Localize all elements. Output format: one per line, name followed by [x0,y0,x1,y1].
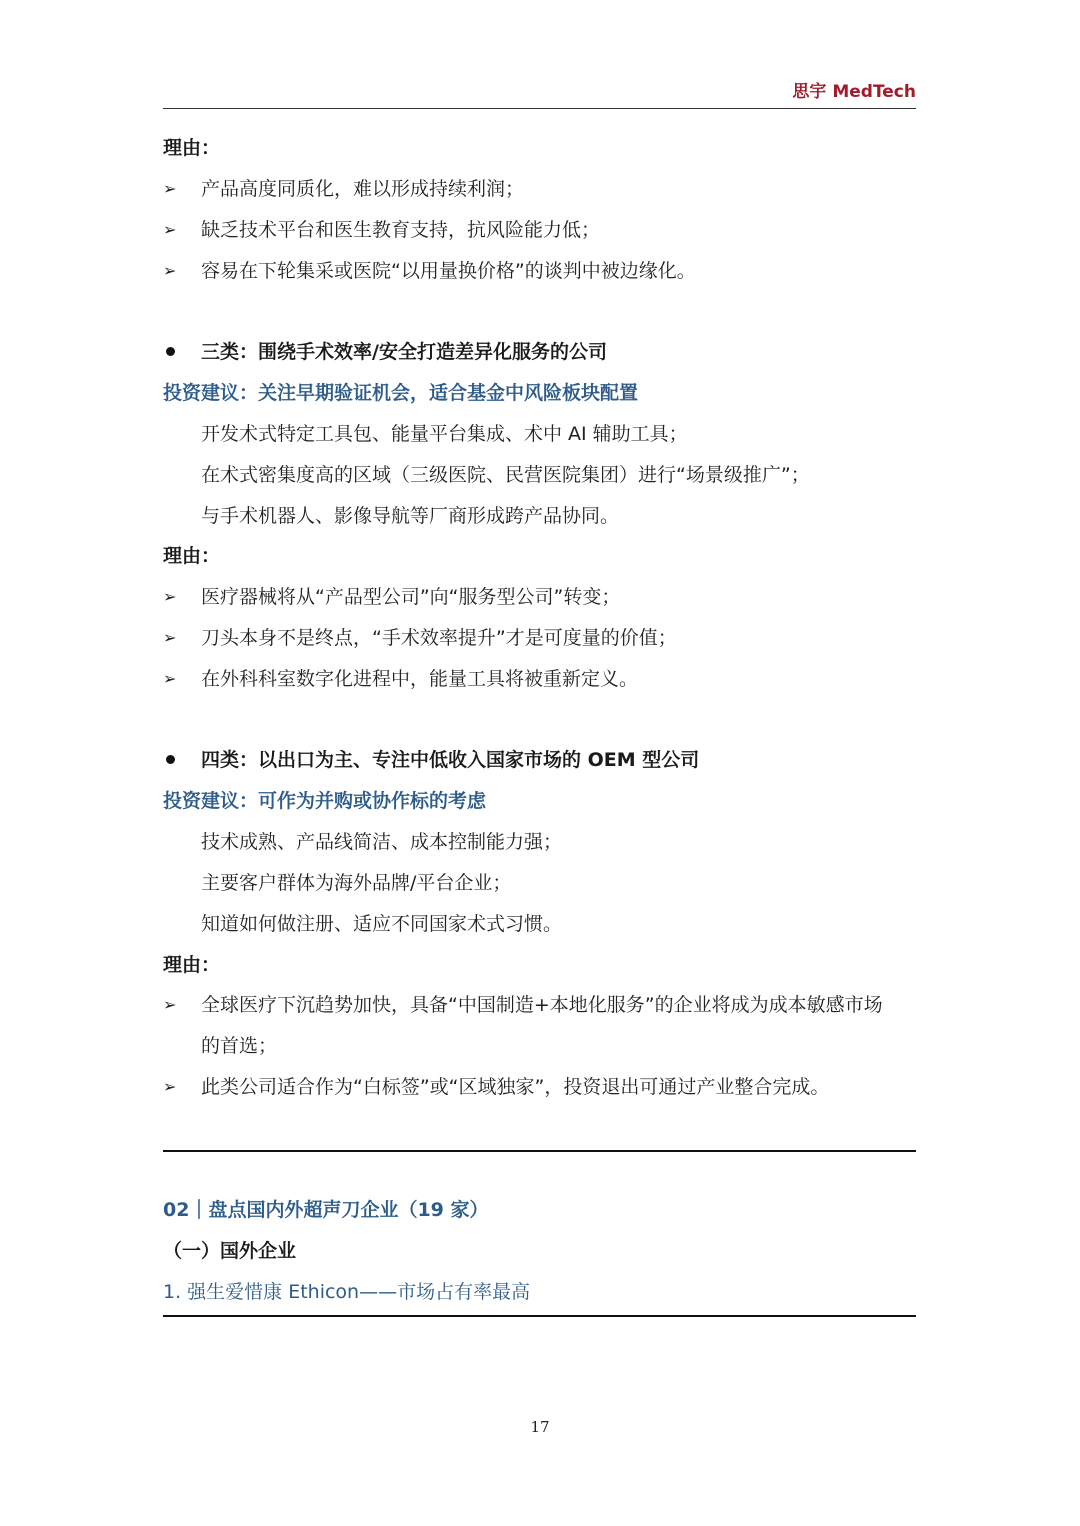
disc-bullet-icon [166,347,175,356]
arrowhead-bullet-icon: ➢ [163,261,177,280]
reason-item-continuation: 的首选； [201,1035,278,1057]
reason-item: 刀头本身不是终点，“手术效率提升”才是可度量的价值； [201,627,677,649]
arrowhead-bullet-icon: ➢ [163,179,177,198]
reason-item: 产品高度同质化，难以形成持续利润； [201,178,525,200]
point-item: 开发术式特定工具包、能量平台集成、术中 AI 辅助工具； [201,423,688,445]
subsection-heading: （一）国外企业 [163,1240,297,1262]
page-header [163,82,916,109]
reason-item: 缺乏技术平台和医生教育支持，抗风险能力低； [201,219,601,241]
investment-advice: 投资建议：关注早期验证机会，适合基金中风险板块配置 [163,382,639,404]
arrowhead-bullet-icon: ➢ [163,995,177,1014]
section-divider [163,1150,916,1152]
page-number: 17 [530,1418,550,1436]
category-title: 四类：以出口为主、专注中低收入国家市场的 OEM 型公司 [201,749,700,771]
arrowhead-bullet-icon: ➢ [163,1077,177,1096]
reason-label: 理由： [163,954,221,976]
point-item: 主要客户群体为海外品牌/平台企业； [201,872,512,894]
brand-logo-text: 思宇 MedTech [792,82,916,102]
section-heading: 02｜盘点国内外超声刀企业（19 家） [163,1199,489,1221]
point-item: 技术成熟、产品线简洁、成本控制能力强； [201,831,563,853]
reason-item: 在外科科室数字化进程中，能量工具将被重新定义。 [201,668,639,690]
arrowhead-bullet-icon: ➢ [163,669,177,688]
point-item: 与手术机器人、影像导航等厂商形成跨产品协同。 [201,505,620,527]
disc-bullet-icon [166,755,175,764]
point-item: 知道如何做注册、适应不同国家术式习惯。 [201,913,563,935]
arrowhead-bullet-icon: ➢ [163,220,177,239]
reason-item: 此类公司适合作为“白标签”或“区域独家”，投资退出可通过产业整合完成。 [201,1076,830,1098]
arrowhead-bullet-icon: ➢ [163,587,177,606]
reason-item: 医疗器械将从“产品型公司”向“服务型公司”转变； [201,586,621,608]
arrowhead-bullet-icon: ➢ [163,628,177,647]
category-title: 三类：围绕手术效率/安全打造差异化服务的公司 [201,341,607,363]
reason-item: 容易在下轮集采或医院“以用量换价格”的谈判中被边缘化。 [201,260,696,282]
reason-item: 全球医疗下沉趋势加快，具备“中国制造+本地化服务”的企业将成为成本敏感市场 [201,994,883,1016]
reason-label: 理由： [163,137,221,159]
heading-underline [163,1315,916,1317]
point-item: 在术式密集度高的区域（三级医院、民营医院集团）进行“场景级推广”； [201,464,810,486]
company-heading: 1. 强生爱惜康 Ethicon——市场占有率最高 [163,1281,531,1303]
reason-label: 理由： [163,545,221,567]
investment-advice: 投资建议：可作为并购或协作标的考虑 [163,790,487,812]
